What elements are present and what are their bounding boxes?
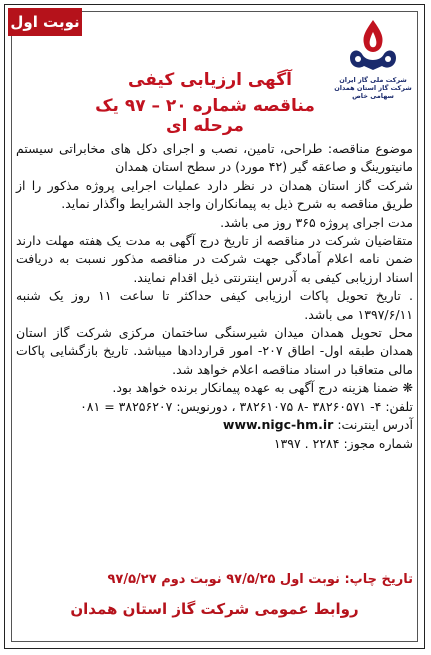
publication-badge: نوبت اول	[8, 8, 82, 36]
logo-province-company: شرکت گاز استان همدان	[334, 84, 412, 92]
print-dates: تاریخ چاپ: نوبت اول ۹۷/۵/۲۵ نوبت دوم ۹۷/۵/۲۷	[107, 572, 413, 587]
contact-phones: تلفن: ۴- ۳۸۲۶۰۵۷۱ -۸ ۳۸۲۶۱۰۷۵ ، دورنویس: ۳۸۲۵۶۲۰۷ = ۰۸۱	[80, 398, 413, 414]
applicant-instructions: متقاضیان شرکت در مناقصه از تاریخ درج آگهی به مدت یک هفته مهلت دارند ضمن نامه اعلام آمادگی جهت شرکت در مناقصه مذکور نسبت به دریافت اسناد ارزیابی کیفی به آدرس اینترنتی ذیل اقدام نمایند.	[16, 233, 413, 285]
tender-number: مناقصه شماره ۲۰ – ۹۷ یک مرحله ای	[95, 96, 315, 136]
website-link[interactable]: www.nigc-hm.ir	[222, 417, 334, 433]
notice-body	[16, 140, 413, 453]
permit-number: شماره مجوز: ۲۲۸۴ . ۱۳۹۷	[273, 435, 413, 451]
website-label: آدرس اینترنت:	[337, 417, 413, 433]
website-line	[16, 416, 413, 434]
delivery-location: محل تحویل همدان میدان شیرسنگی ساختمان مرکزی شرکت گاز استان همدان طبقه اول- اطاق ۲۰۷- امور قراردادها میباشد. تاریخ بازگشایی پاکات مالی متعاقبا در اسناد مناقصه اعلام خواهد شد.	[16, 325, 414, 377]
logo-company-type: سهامی خاص	[352, 92, 394, 100]
company-logo	[333, 14, 413, 110]
logo-company-name: شرکت ملی گاز ایران	[339, 76, 407, 84]
submission-deadline: . تاریخ تحویل پاکات ارزیابی کیفی حداکثر تا ساعت ۱۱ روز یک شنبه ۱۳۹۷/۶/۱۱ می باشد.	[16, 288, 413, 322]
public-relations-signature: روابط عمومی شرکت گاز استان همدان	[70, 600, 359, 618]
notice-title: آگهی ارزیابی کیفی	[128, 70, 292, 90]
tender-subject: موضوع مناقصه: طراحی، تامین، نصب و اجرای دکل های مخابراتی سیستم مانیتورینگ و صاعقه گیر (۴۲ مورد) در سطح استان همدان	[16, 141, 413, 175]
advert-cost-note: ❋ ضمنا هزینه درج آگهی به عهده پیمانکار برنده خواهد بود.	[112, 380, 413, 396]
tender-intro: شرکت گاز استان همدان در نظر دارد عملیات اجرایی پروژه مذکور را از طریق مناقصه به شرح ذیل به پیمانکاران واجد الشرایط واگذار نماید.	[16, 177, 413, 212]
gas-flame-logo-icon	[342, 14, 404, 76]
project-duration: مدت اجرای پروژه ۳۶۵ روز می باشد.	[220, 214, 413, 230]
